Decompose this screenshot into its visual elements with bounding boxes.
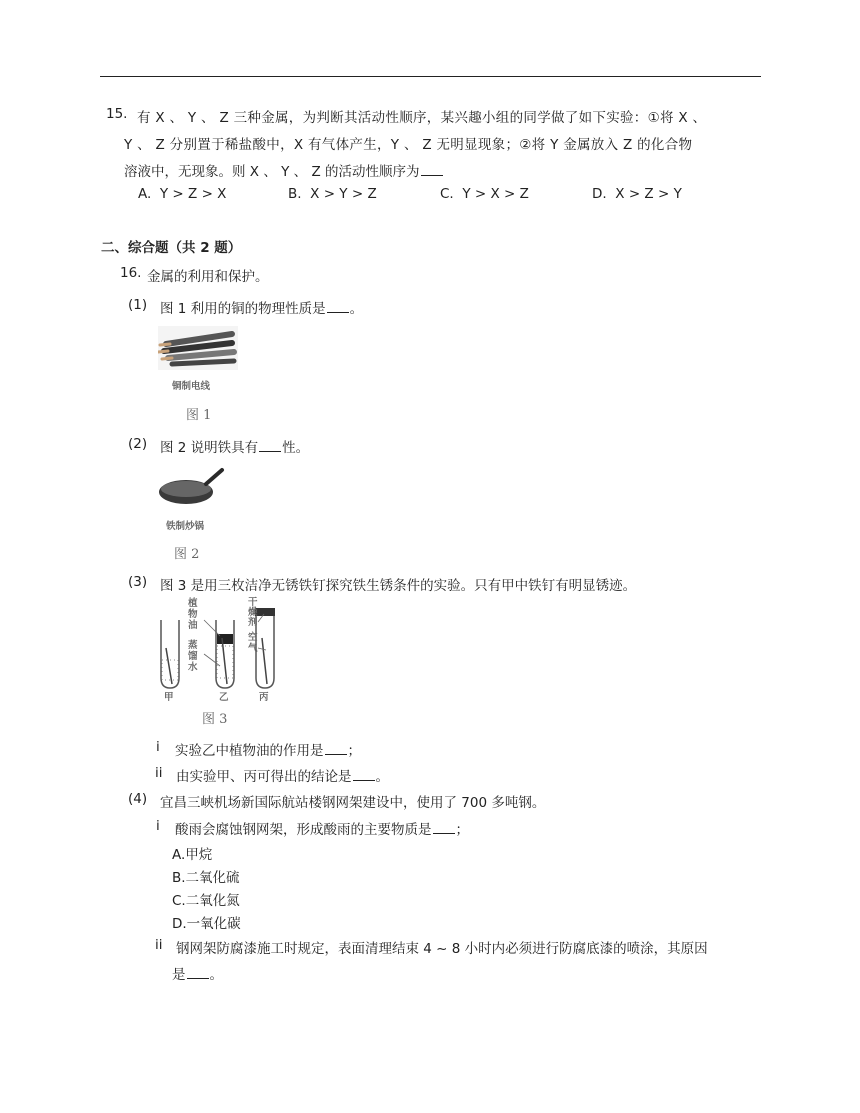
q16-part2-number: (2): [128, 436, 148, 452]
char: 空: [248, 632, 258, 643]
choice-a[interactable]: A.甲烷: [172, 847, 213, 863]
answer-blank: [187, 966, 209, 979]
answer-blank: [259, 439, 281, 452]
figure-copy-wire: [158, 326, 238, 392]
punctuation: ；: [347, 743, 361, 759]
option-label: B.: [288, 186, 302, 202]
q16-stem: 金属的利用和保护。: [147, 269, 269, 285]
label-air: [248, 632, 258, 654]
q16-number: 16.: [120, 265, 142, 281]
option-text: Y > Z > X: [159, 186, 227, 202]
sub-question-text: 实验乙中植物油的作用是: [175, 743, 324, 759]
choice-c[interactable]: C.二氧化氮: [172, 893, 240, 909]
q15-number: 15.: [106, 106, 128, 122]
q16-part4-sub-ii-line2: [172, 963, 223, 983]
q16-part1-number: (1): [128, 297, 148, 313]
option-text: X > Y > Z: [310, 186, 377, 202]
punctuation: 性。: [282, 440, 310, 456]
option-label: A.: [138, 186, 152, 202]
q15-line2: Y 、 Z 分别置于稀盐酸中，X 有气体产生，Y 、 Z 无明显现象；②将 Y 金属放入 Z 的化合物: [124, 137, 693, 153]
q15-line1: 有 X 、 Y 、 Z 三种金属，为判断其活动性顺序，某兴趣小组的同学做了如下实验：①将 X 、: [137, 110, 707, 126]
q15-line3: [124, 160, 444, 180]
test-tubes-image: [156, 598, 296, 702]
sub-question-text: 是: [172, 967, 186, 983]
q16-part1-text: 图 1 利用的铜的物理性质是: [160, 301, 326, 317]
option-text: Y > X > Z: [462, 186, 529, 202]
q15-option-d[interactable]: [592, 186, 682, 202]
option-label: C.: [440, 186, 454, 202]
punctuation: ；: [455, 822, 469, 838]
tube-label-yi: 乙: [219, 692, 229, 703]
q16-part3-sub-i: [175, 739, 361, 759]
tube-label-jia: 甲: [164, 692, 174, 703]
figure-wok: [158, 466, 228, 532]
q16-part3-sub-ii-number: ii: [155, 765, 163, 781]
header-rule: [100, 76, 761, 77]
label-oil: [188, 598, 198, 631]
figure-label: 铁制炒锅: [166, 521, 205, 532]
char: 馏: [188, 651, 198, 662]
q16-part3-sub-ii: [176, 765, 389, 785]
choice-d[interactable]: D.一氧化碳: [172, 916, 241, 932]
answer-blank: [353, 768, 375, 781]
q16-part4-sub-i: [175, 818, 469, 838]
q15-line3-text: 溶液中，无现象。则 X 、 Y 、 Z 的活动性顺序为: [124, 164, 420, 180]
section-title: 二、综合题（共 2 题）: [101, 240, 242, 256]
char: 油: [188, 620, 198, 631]
q16-part3-number: (3): [128, 574, 148, 590]
option-text: X > Z > Y: [615, 186, 682, 202]
sub-question-text: 酸雨会腐蚀钢网架，形成酸雨的主要物质是: [175, 822, 432, 838]
figure-caption: 图 3: [202, 712, 228, 727]
char: 水: [188, 662, 198, 673]
punctuation: 。: [375, 769, 389, 785]
char: 干: [248, 597, 258, 608]
answer-blank: [325, 742, 347, 755]
answer-blank: [421, 163, 443, 176]
wok-image: [158, 466, 228, 510]
punctuation: 。: [209, 967, 223, 983]
char: 剂: [248, 617, 258, 628]
q16-part4-text: 宜昌三峡机场新国际航站楼钢网架建设中，使用了 700 多吨钢。: [160, 795, 546, 811]
copper-wire-image: [158, 326, 238, 370]
char: 植: [188, 598, 198, 609]
choice-b[interactable]: B.二氧化硫: [172, 870, 240, 886]
q16-part4-sub-i-number: i: [156, 818, 160, 834]
q15-option-b[interactable]: [288, 186, 377, 202]
figure-label: 铜制电线: [172, 381, 211, 392]
q15-option-a[interactable]: [138, 186, 226, 202]
tube-label-bing: 丙: [259, 692, 269, 703]
char: 燥: [248, 607, 258, 618]
char: 蒸: [188, 640, 198, 651]
label-water: [188, 640, 198, 673]
q16-part1: [160, 297, 363, 317]
q15-option-c[interactable]: [440, 186, 529, 202]
char: 气: [248, 643, 258, 654]
answer-blank: [327, 300, 349, 313]
sub-question-text: 由实验甲、丙可得出的结论是: [176, 769, 352, 785]
label-desiccant: [248, 598, 258, 628]
q16-part3-sub-i-number: i: [156, 739, 160, 755]
q16-part4-number: (4): [128, 791, 148, 807]
q16-part2-text: 图 2 说明铁具有: [160, 440, 259, 456]
answer-blank: [433, 821, 455, 834]
q16-part2: [160, 436, 309, 456]
figure-caption: 图 1: [186, 408, 212, 423]
figure-test-tubes: [156, 598, 296, 702]
figure-caption: 图 2: [174, 547, 200, 562]
q16-part4-sub-ii-number: ii: [155, 937, 163, 953]
q16-part3-text: 图 3 是用三枚洁净无锈铁钉探究铁生锈条件的实验。只有甲中铁钉有明显锈迹。: [160, 578, 637, 594]
char: 物: [188, 609, 198, 620]
punctuation: 。: [349, 301, 364, 317]
option-label: D.: [592, 186, 607, 202]
q16-part4-sub-ii-line1: 钢网架防腐漆施工时规定，表面清理结束 4 ~ 8 小时内必须进行防腐底漆的喷涂，其原因: [176, 941, 708, 957]
